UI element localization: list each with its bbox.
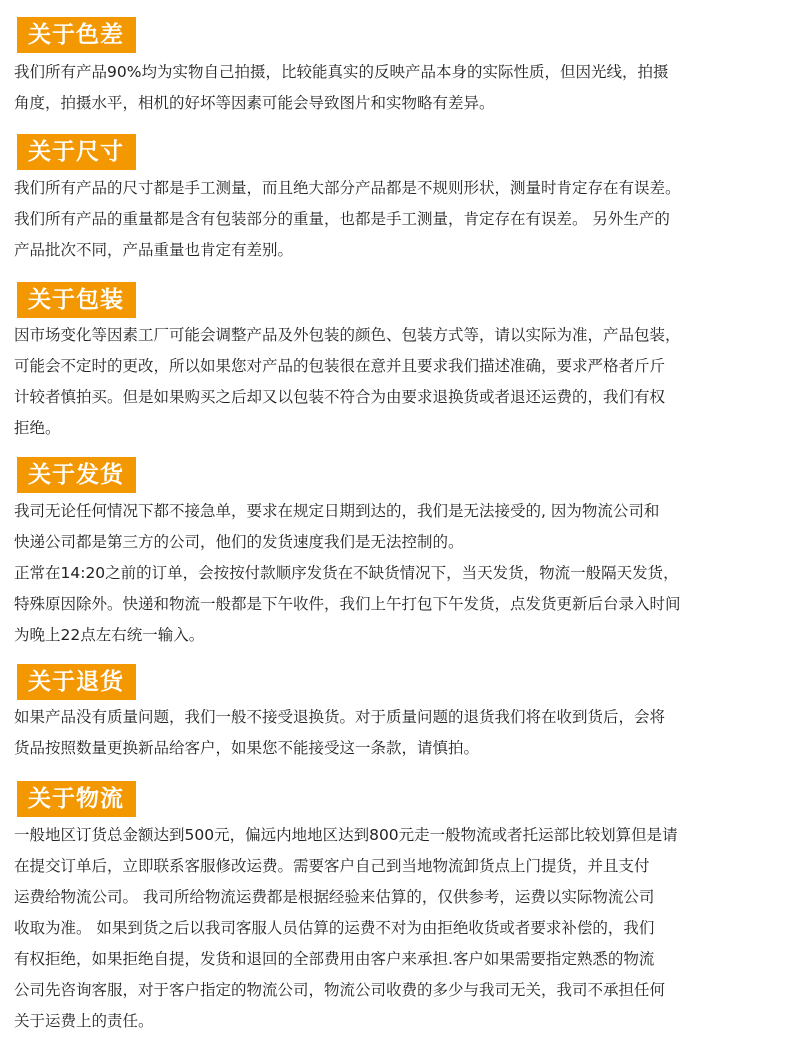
section-body — [14, 173, 790, 266]
body-line: 我司无论任何情况下都不接急单，要求在规定日期到达的，我们是无法接受的, 因为物流公司和 — [14, 502, 660, 520]
body-line: 关于运费上的责任。 — [14, 1012, 154, 1030]
section-body — [14, 820, 790, 1037]
body-line: 因市场变化等因素工厂可能会调整产品及外包装的颜色、包装方式等，请以实际为准，产品包装， — [14, 326, 681, 344]
body-line: 运费给物流公司。 我司所给物流运费都是根据经验来估算的，仅供参考，运费以实际物流公司 — [14, 888, 655, 906]
section-title: 关于物流 — [17, 781, 136, 817]
body-line: 我们所有产品的尺寸都是手工测量，而且绝大部分产品都是不规则形状，测量时肯定存在有误差。 — [14, 179, 681, 197]
section-title: 关于尺寸 — [17, 134, 136, 170]
body-line: 为晚上22点左右统一输入。 — [14, 626, 205, 644]
section-title: 关于发货 — [17, 457, 136, 493]
body-line: 有权拒绝，如果拒绝自提，发货和退回的全部费用由客户来承担.客户如果需要指定熟悉的物流 — [14, 950, 655, 968]
body-line: 在提交订单后，立即联系客服修改运费。需要客户自己到当地物流卸货点上门提货，并且支付 — [14, 857, 650, 875]
body-line: 拒绝。 — [14, 419, 61, 437]
body-line: 我们所有产品的重量都是含有包装部分的重量，也都是手工测量，肯定存在有误差。 另外生产的 — [14, 210, 670, 228]
section-body — [14, 496, 790, 651]
body-line: 可能会不定时的更改，所以如果您对产品的包装很在意并且要求我们描述准确，要求严格者斤斤 — [14, 357, 666, 375]
body-line: 产品批次不同，产品重量也肯定有差别。 — [14, 241, 294, 259]
body-line: 特殊原因除外。快递和物流一般都是下午收件，我们上午打包下午发货，点发货更新后台录入时间 — [14, 595, 681, 613]
section-title: 关于退货 — [17, 664, 136, 700]
body-line: 收取为准。 如果到货之后以我司客服人员估算的运费不对为由拒绝收货或者要求补偿的，我们 — [14, 919, 655, 937]
body-line: 正常在14:20之前的订单，会按按付款顺序发货在不缺货情况下，当天发货，物流一般隔天发货， — [14, 564, 679, 582]
body-line: 计较者慎拍买。但是如果购买之后却又以包装不符合为由要求退换货或者退还运费的，我们有权 — [14, 388, 666, 406]
body-line: 我们所有产品90%均为实物自己拍摄，比较能真实的反映产品本身的实际性质，但因光线，拍摄 — [14, 63, 669, 81]
section-title: 关于色差 — [17, 17, 136, 53]
section-body — [14, 320, 790, 444]
section-body — [14, 57, 790, 119]
section-title: 关于包装 — [17, 282, 136, 318]
body-line: 一般地区订货总金额达到500元，偏远内地地区达到800元走一般物流或者托运部比较划算但是请 — [14, 826, 678, 844]
body-line: 角度，拍摄水平，相机的好坏等因素可能会导致图片和实物略有差异。 — [14, 94, 495, 112]
body-line: 公司先咨询客服，对于客户指定的物流公司，物流公司收费的多少与我司无关，我司不承担任何 — [14, 981, 666, 999]
body-line: 如果产品没有质量问题，我们一般不接受退换货。对于质量问题的退货我们将在收到货后，会将 — [14, 708, 666, 726]
body-line: 货品按照数量更换新品给客户，如果您不能接受这一条款，请慎拍。 — [14, 739, 480, 757]
body-line: 快递公司都是第三方的公司，他们的发货速度我们是无法控制的。 — [14, 533, 464, 551]
section-body — [14, 702, 790, 764]
